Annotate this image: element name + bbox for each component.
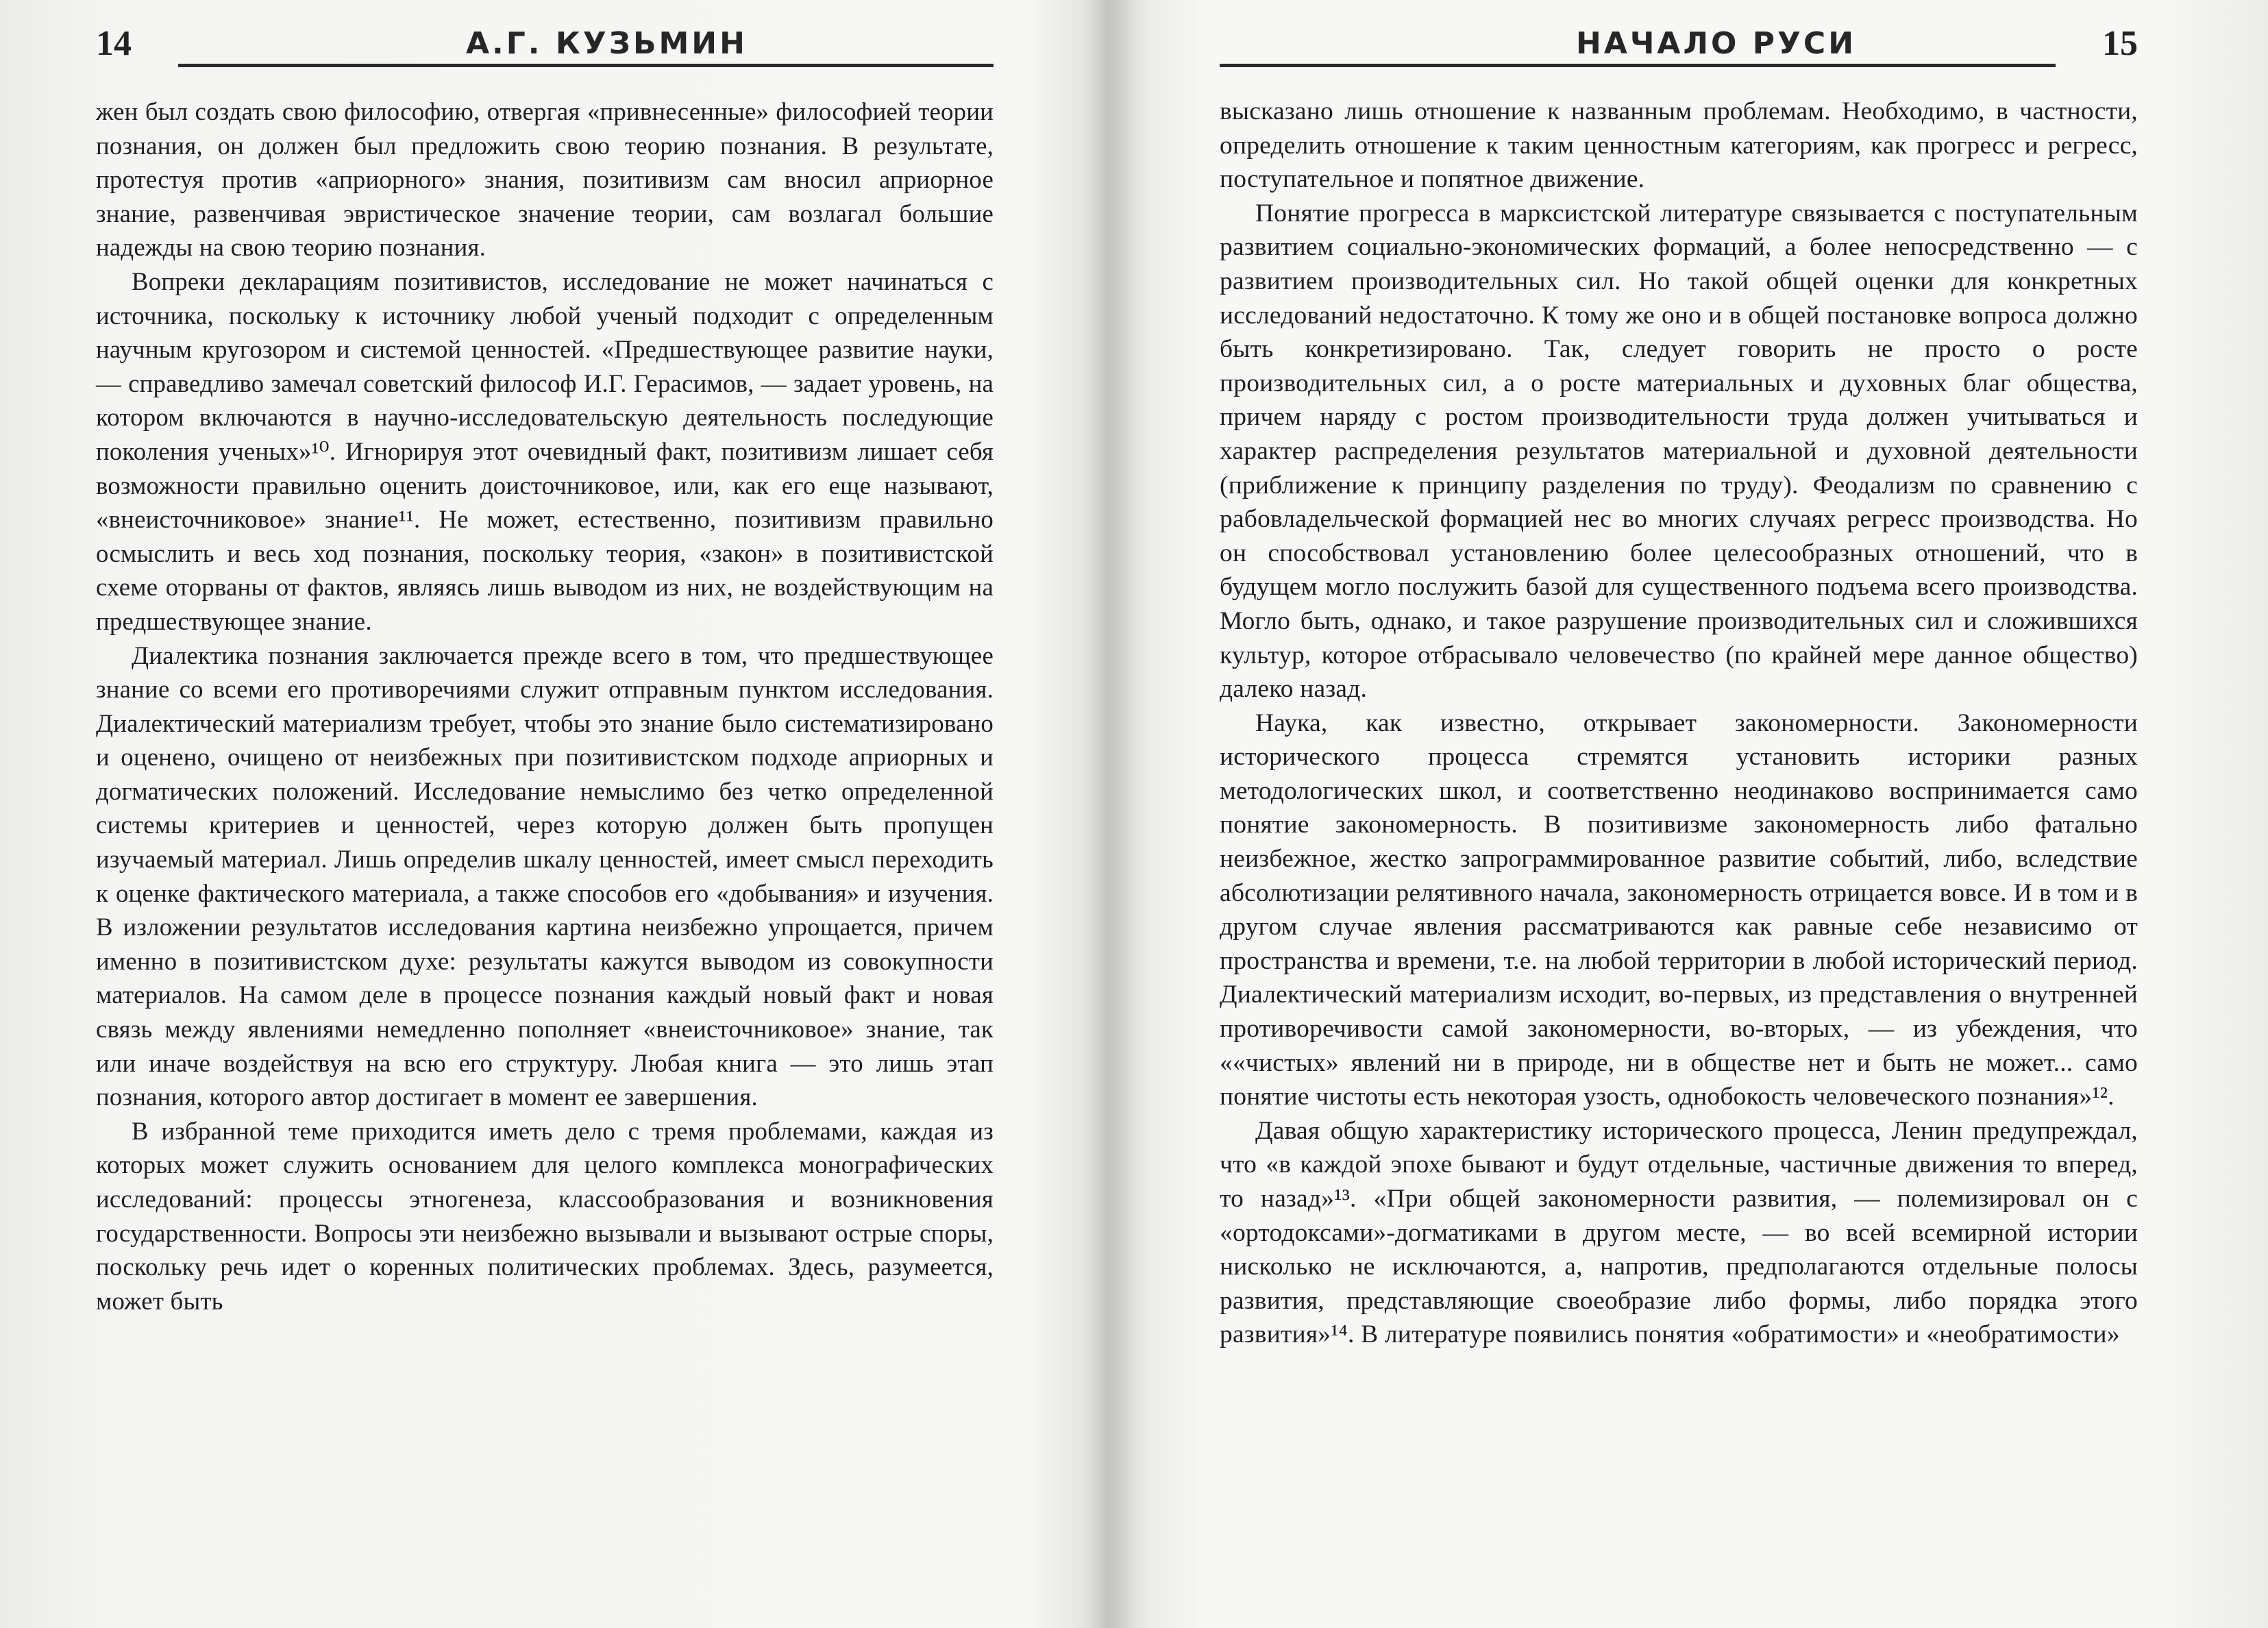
right-header-rule (1220, 64, 2056, 67)
right-page (1220, 0, 2138, 1628)
left-paragraph-3: Диалектика познания заключается прежде всего в том, что предшествующее знание со всеми его противоречиями служит отправным пунктом исследования. Диалектический материализм требует, чтобы это знание было систематизировано и оценено, очищено от неизбежных при позитивистском подходе априорных и догматических положений. Исследование немыслимо без четко определенной системы критериев и ценностей, через которую должен быть пропущен изучаемый материал. Лишь определив шкалу ценностей, имеет смысл переходить к оценке фактического материала, а также способов его «добывания» и изучения. В изложении результатов исследования картина неизбежно упрощается, причем именно в позитивистском духе: результаты кажутся выводом из совокупности материалов. На самом деле в процессе познания каждый новый факт и новая связь между явлениями немедленно пополняет «внеисточниковое» знание, так или иначе воздействуя на всю его структуру. Любая книга — это лишь этап познания, которого автор достигает в момент ее завершения. (96, 641, 994, 1111)
left-header-rule (178, 64, 994, 67)
right-paragraph-1: высказано лишь отношение к названным проблемам. Необходимо, в частности, определить отношение к таким ценностным категориям, как прогресс и регресс, поступательное и попятное движение. (1220, 97, 2138, 194)
right-paragraph-3: Наука, как известно, открывает закономерности. Закономерности исторического процесса стремятся установить историки разных методологических школ, и соответственно неодинаково воспринимается само понятие закономерность. В позитивизме закономерность либо фатально неизбежное, жестко запрограммированное развитие событий, либо, вследствие абсолютизации релятивного начала, закономерность отрицается вовсе. И в том и в другом случае явления рассматриваются как равные себе независимо от пространства и времени, т.е. на любой территории в любой исторический период. Диалектический материализм исходит, во-первых, из представления о внутренней противоречивости самой закономерности, во-вторых, — из убеждения, что ««чистых» явлений ни в природе, ни в обществе нет и быть не может... само понятие чистоты есть некоторая узость, однобокость человеческого познания»¹². (1220, 708, 2138, 1111)
left-paragraph-2: Вопреки декларациям позитивистов, исследование не может начинаться с источника, поскольку к источнику любой ученый подходит с определенным научным кругозором и системой ценностей. «Предшествующее развитие науки, — справедливо замечал советский философ И.Г. Герасимов, — задает уровень, на котором включаются в научно-исследовательскую деятельность последующие поколения ученых»¹⁰. Игнорируя этот очевидный факт, позитивизм лишает себя возможности правильно оценить доисточниковое, или, как его еще называют, «внеисточниковое» знание¹¹. Не может, естественно, позитивизм правильно осмыслить и весь ход познания, поскольку теория, «закон» в позитивистской схеме оторваны от фактов, являясь лишь выводом из них, не воздействующим на предшествующее знание. (96, 267, 994, 635)
right-page-number: 15 (2102, 24, 2138, 63)
left-page-number: 14 (96, 24, 132, 63)
right-body-text (1220, 95, 2138, 1352)
left-running-title: А.Г. КУЗЬМИН (466, 26, 748, 61)
left-running-head (96, 18, 994, 67)
left-paragraph-1: жен был создать свою философию, отвергая «привнесенные» философией теории познания, он должен был предложить свою теорию познания. В результате, протестуя против «априорного» знания, позитивизм сам вносил априорное знание, развенчивая эвристическое значение теории, сам возлагал большие надежды на свою теорию познания. (96, 97, 994, 262)
right-running-head (1220, 18, 2138, 67)
right-paragraph-2: Понятие прогресса в марксистской литературе связывается с поступательным развитием социально-экономических формаций, а более непосредственно — с развитием производительных сил. Но такой общей оценки для конкретных исследований недостаточно. К тому же оно и в общей постановке вопроса должно быть конкретизировано. Так, следует говорить не просто о росте производительных сил, а о росте материальных и духовных благ общества, причем наряду с ростом производительности труда должен учитываться и характер распределения результатов материальной и духовной деятельности (приближение к принципу разделения по труду). Феодализм по сравнению с рабовладельческой формацией нес во многих случаях регресс производства. Но он способствовал установлению более целесообразных отношений, что в будущем могло послужить базой для существенного подъема всего производства. Могло быть, однако, и такое разрушение производительных сил и сложившихся культур, которое отбрасывало человечество (по крайней мере данное общество) далеко назад. (1220, 199, 2138, 704)
left-body-text (96, 95, 994, 1318)
right-running-title: НАЧАЛО РУСИ (1576, 26, 1857, 61)
left-page (96, 0, 994, 1628)
right-paragraph-4: Давая общую характеристику исторического процесса, Ленин предупреждал, что «в каждой эпохе бывают и будут отдельные, частичные движения то вперед, то назад»¹³. «При общей закономерности развития, — полемизировал он с «ортодоксами»-догматиками в другом месте, — во всей всемирной истории нисколько не исключаются, а, напротив, предполагаются отдельные полосы развития, представляющие своеобразие либо формы, либо порядка этого развития»¹⁴. В литературе появились понятия «обратимости» и «необратимости» (1220, 1116, 2138, 1349)
left-paragraph-4: В избранной теме приходится иметь дело с тремя проблемами, каждая из которых может служить основанием для целого комплекса монографических исследований: процессы этногенеза, классообразования и возникновения государственности. Вопросы эти неизбежно вызывали и вызывают острые споры, поскольку речь идет о коренных политических проблемах. Здесь, разумеется, может быть (96, 1116, 994, 1315)
gutter-shadow (1086, 0, 1148, 1628)
